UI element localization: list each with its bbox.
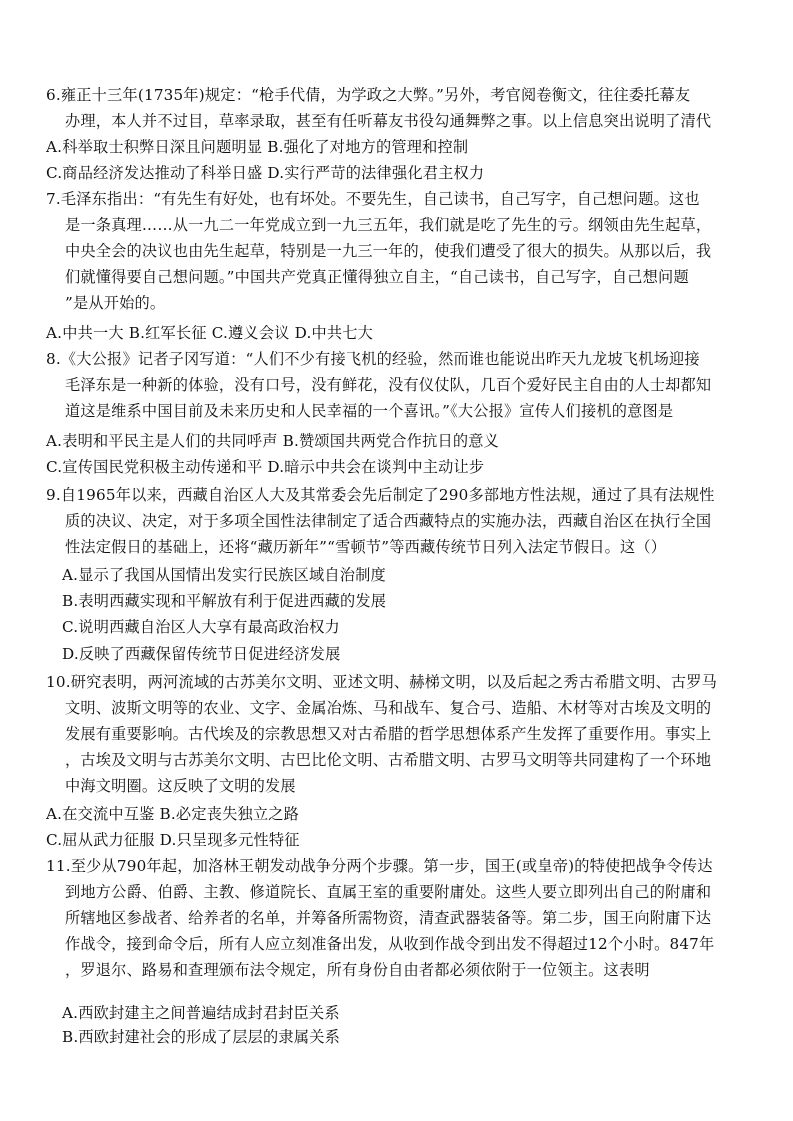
question-8-options-ab: A.表明和平民主是人们的共同呼声 B.赞颂国共两党合作抗日的意义 xyxy=(46,432,500,450)
question-9-line-2: 质的决议、决定，对于多项全国性法律制定了适合西藏特点的实施办法，西藏自治区在执行全国 xyxy=(65,512,712,530)
question-6-line-1: 6.雍正十三年(1735年)规定：“枪手代倩，为学政之大弊。”另外，考官阅卷衡文，往往委托幕友 xyxy=(46,86,691,104)
question-8-line-3: 道这是维系中国目前及未来历史和人民幸福的一个喜讯。”《大公报》宣传人们接机的意图是 xyxy=(65,402,674,420)
question-6-options-ab: A.科举取士积弊日深且问题明显 B.强化了对地方的管理和控制 xyxy=(46,138,469,156)
question-8-options-cd: C.宣传国民党积极主动传递和平 D.暗示中共会在谈判中主动让步 xyxy=(46,458,485,476)
question-7-line-3: 中央全会的决议也由先生起草，特别是一九三一年的，使我们遭受了很大的损失。从那以后，我 xyxy=(65,242,712,260)
question-7-line-2: 是一条真理……从一九二一年党成立到一九三五年，我们就是吃了先生的亏。纲领由先生起草， xyxy=(65,216,712,234)
question-7-options: A.中共一大 B.红军长征 C.遵义会议 D.中共七大 xyxy=(46,324,374,342)
question-8-line-1: 8.《大公报》记者子冈写道：“人们不少有接飞机的经验，然而谁也能说出昨天九龙坡飞机场迎接 xyxy=(46,350,700,368)
question-10-options-ab: A.在交流中互鉴 B.必定丧失独立之路 xyxy=(46,805,300,823)
question-7-line-4: 们就懂得要自己想问题。”中国共产党真正懂得独立自主，“自己读书，自己写字，自己想问题 xyxy=(65,268,689,286)
question-11-line-3: 所辖地区参战者、给养者的名单，并筹备所需物资，清查武器装备等。第二步，国王向附庸下达 xyxy=(65,909,712,927)
question-9-option-a: A.显示了我国从国情出发实行民族区域自治制度 xyxy=(62,566,386,584)
question-11-line-2: 到地方公爵、伯爵、主教、修道院长、直属王室的重要附庸处。这些人要立即列出自己的附庸和 xyxy=(65,883,712,901)
question-11-line-5: ，罗退尔、路易和查理颁布法令规定，所有身份自由者都必须依附于一位领主。这表明 xyxy=(65,961,650,979)
question-9-option-b: B.表明西藏实现和平解放有利于促进西藏的发展 xyxy=(62,592,387,610)
question-11-option-a: A.西欧封建主之间普遍结成封君封臣关系 xyxy=(62,1004,340,1022)
question-9-option-c: C.说明西藏自治区人大享有最高政治权力 xyxy=(62,618,340,636)
question-9-option-d: D.反映了西藏保留传统节日促进经济发展 xyxy=(62,645,341,663)
question-10-line-3: 发展有重要影响。古代埃及的宗教思想又对古希腊的哲学思想体系产生发挥了重要作用。事实上 xyxy=(65,725,712,743)
question-7-line-1: 7.毛泽东指出：“有先生有好处，也有坏处。不要先生，自己读书，自己写字，自己想问题。这也 xyxy=(46,190,700,208)
question-10-line-1: 10.研究表明，两河流域的古苏美尔文明、亚述文明、赫梯文明，以及后起之秀古希腊文明、古罗马 xyxy=(46,673,718,691)
question-11-option-b: B.西欧封建社会的形成了层层的隶属关系 xyxy=(62,1028,340,1046)
question-6-options-cd: C.商品经济发达推动了科举日盛 D.实行严苛的法律强化君主权力 xyxy=(46,164,485,182)
question-10-line-4: ，古埃及文明与古苏美尔文明、古巴比伦文明、古希腊文明、古罗马文明等共同建构了一个环地 xyxy=(65,751,712,769)
question-10-options-cd: C.屈从武力征服 D.只呈现多元性特征 xyxy=(46,831,300,849)
question-7-line-5: ”是从开始的。 xyxy=(65,294,166,312)
question-9-line-1: 9.自1965年以来，西藏自治区人大及其常委会先后制定了290多部地方性法规，通过了具有法规性 xyxy=(46,486,715,504)
question-10-line-2: 文明、波斯文明等的农业、文字、金属冶炼、马和战车、复合弓、造船、木材等对古埃及文明的 xyxy=(65,699,712,717)
question-11-line-1: 11.至少从790年起，加洛林王朝发动战争分两个步骤。第一步，国王(或皇帝)的特使把战争令传达 xyxy=(46,857,713,875)
question-11-line-4: 作战令，接到命令后，所有人应立刻准备出发，从收到作战令到出发不得超过12个小时。847年 xyxy=(65,935,715,953)
question-10-line-5: 中海文明圈。这反映了文明的发展 xyxy=(65,777,296,795)
question-6-line-2: 办理，本人并不过目，草率录取，甚至有任听幕友书役勾通舞弊之事。以上信息突出说明了清代 xyxy=(65,112,712,130)
question-9-line-3: 性法定假日的基础上，还将“藏历新年”“雪顿节”等西藏传统节日列入法定节假日。这（） xyxy=(65,538,667,556)
question-8-line-2: 毛泽东是一种新的体验，没有口号，没有鲜花，没有仪仗队，几百个爱好民主自由的人士却都知 xyxy=(65,376,712,394)
